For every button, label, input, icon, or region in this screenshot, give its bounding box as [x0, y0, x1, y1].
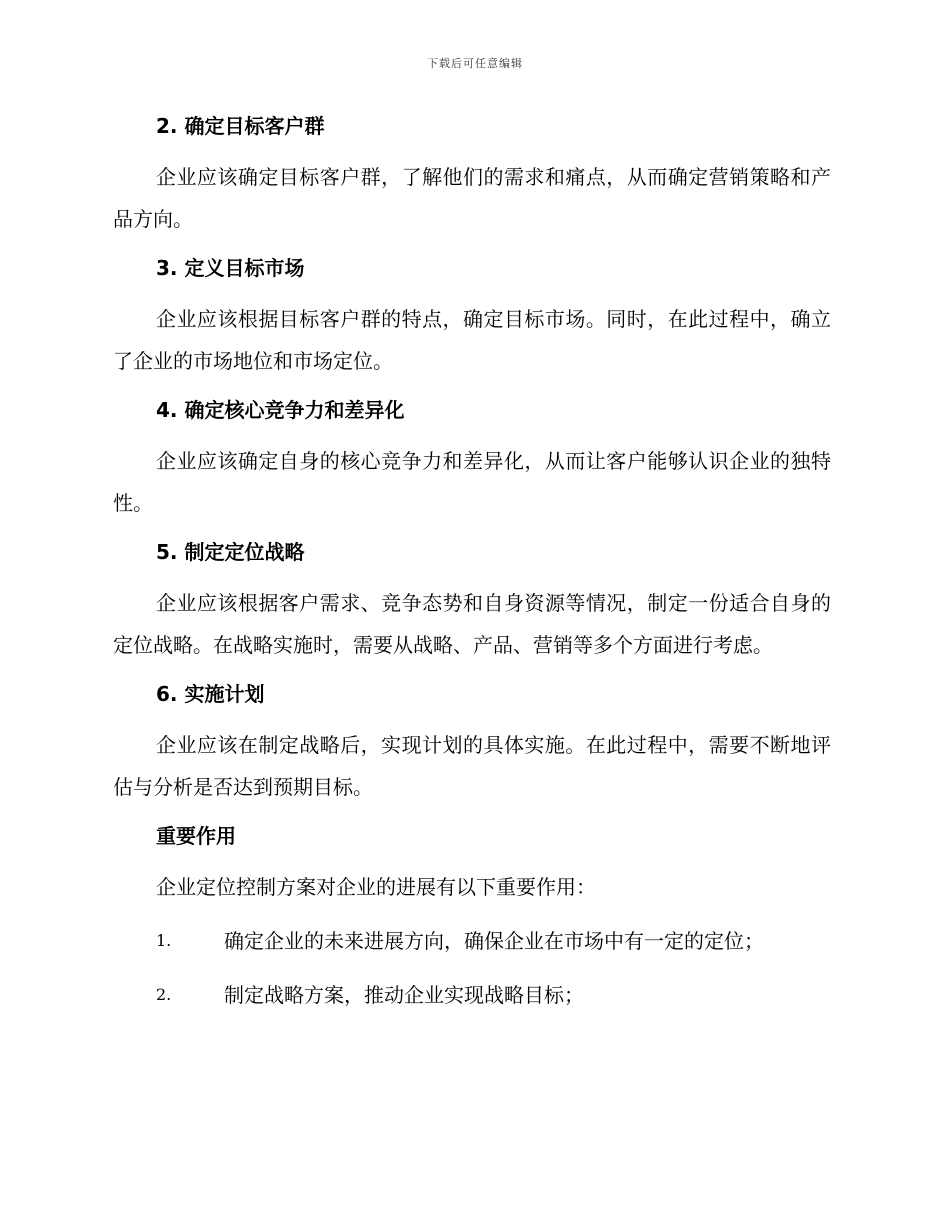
section-heading: 2. 确定目标客户群	[156, 114, 325, 138]
section-heading: 5. 制定定位战略	[156, 540, 305, 564]
list-item-number: 2.	[156, 985, 172, 1004]
section-heading: 3. 定义目标市场	[156, 256, 305, 280]
list-item	[113, 920, 831, 962]
list-item	[113, 974, 831, 1016]
section-target-market	[113, 250, 831, 382]
numbered-list	[113, 920, 831, 1016]
list-item-number: 1.	[156, 931, 172, 950]
section-paragraph: 企业应该在制定战略后，实现计划的具体实施。在此过程中，需要不断地评估与分析是否达到预期目标。	[113, 733, 831, 799]
section-heading: 重要作用	[156, 824, 236, 848]
section-importance	[113, 818, 831, 908]
list-item-text: 制定战略方案，推动企业实现战略目标；	[224, 983, 584, 1007]
section-paragraph: 企业应该根据目标客户群的特点，确定目标市场。同时，在此过程中，确立了企业的市场地位和市场定位。	[113, 307, 831, 373]
section-core-competence	[113, 392, 831, 524]
section-implementation	[113, 676, 831, 808]
section-paragraph: 企业应该确定自身的核心竞争力和差异化，从而让客户能够认识企业的独特性。	[113, 449, 831, 515]
list-item-text: 确定企业的未来进展方向，确保企业在市场中有一定的定位；	[224, 929, 764, 953]
document-body	[113, 108, 831, 1016]
section-heading: 4. 确定核心竞争力和差异化	[156, 398, 405, 422]
section-positioning-strategy	[113, 534, 831, 666]
section-heading: 6. 实施计划	[156, 682, 265, 706]
section-paragraph: 企业定位控制方案对企业的进展有以下重要作用：	[156, 875, 596, 899]
section-paragraph: 企业应该确定目标客户群，了解他们的需求和痛点，从而确定营销策略和产品方向。	[113, 165, 831, 231]
section-target-customers	[113, 108, 831, 240]
section-paragraph: 企业应该根据客户需求、竞争态势和自身资源等情况，制定一份适合自身的定位战略。在战略实施时，需要从战略、产品、营销等多个方面进行考虑。	[113, 591, 831, 657]
page-header: 下载后可任意编辑	[427, 57, 523, 70]
